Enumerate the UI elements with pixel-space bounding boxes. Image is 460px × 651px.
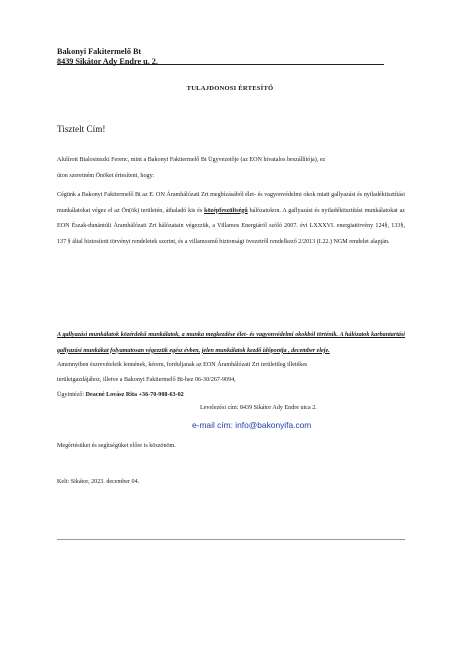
notice-text-part-2: , december eleje. xyxy=(286,347,330,354)
case-officer-label: Ügyintéző: xyxy=(57,392,86,398)
notice-text-part-1: A gallyazási munkálatok közérdekű munkálatok, a munka megkezdése élet- és vagyonvédelmi okokból történik. A hálózatok karbantartási gallyazási munkákat folyamatosan végezzük egész évben, jelen munkálatok kezdő időpontja xyxy=(57,332,405,354)
header-underline xyxy=(57,64,384,65)
intro-line-2: úton szeretném Önöket értesíteni, hogy: xyxy=(57,173,155,179)
date-line: Kelt: Sikátor, 2023. december 04. xyxy=(57,479,140,485)
contact-line-1: Amennyiben észrevételeik lennének, kérem, forduljanak az EON Áramhálózati Zrt területileg illetékes xyxy=(57,362,308,368)
company-address: 8439 Sikátor Ady Endre u. 2. xyxy=(57,57,158,66)
body-paragraph xyxy=(57,188,405,250)
body-highlight: középfeszültségű xyxy=(204,207,248,214)
email-link[interactable]: e-mail cím: info@bakonyifa.com xyxy=(192,420,312,430)
mailing-address: Levelezési cím: 8439 Sikátor Ady Endre utca 2. xyxy=(200,405,317,411)
body-text-part-2: hálózatokon. A gallyazási és nyiladéktisztítási munkálatokat az EON Észak-dunántúli Áramhálózati Zrt hálózatain végezzük, a Villamos Energiáról szóló 2007. évi LXXXVI. energiatörvény 124§, 133§, 137 § által biztosított törvényi rendeletek szerint, és a villamosmű biztonsági övezetről rendelkező 2/2013 (I.22.) NGM rendelet alapján. xyxy=(57,207,405,245)
contact-line-2: területgazdájához, illetve a Bakonyi Fakitermelő Bt-hez 06-30/267-9094, xyxy=(57,377,236,383)
notice-paragraph xyxy=(57,328,405,359)
company-name: Bakonyi Fakitermelő Bt xyxy=(57,47,142,56)
intro-line-1: Alulírott Bialosinszki Ferenc, mint a Bakonyi Fakitermelő Bt Ügyvezetője (az EON hivatalos beszállítója), ez xyxy=(57,157,326,163)
footer-divider xyxy=(57,539,405,540)
thanks-line: Megértésüket és segítségüket előre is köszönöm. xyxy=(57,443,176,449)
greeting: Tisztelt Cím! xyxy=(57,124,106,134)
document-title: TULAJDONOSI ÉRTESÍTŐ xyxy=(186,85,274,92)
case-officer xyxy=(57,391,405,399)
case-officer-name-phone: Deacné Lovász Rita +36-70-908-63-02 xyxy=(85,392,184,398)
body-text-part-1: Cégünk a Bakonyi Fakitermelő Bt az E. ON Áramhálózati Zrt megbízásából élet- és vagyonvédelmi okok miatt gallyazási és nyiladéktisztítási munkálatokat végez el az Ön(ök) területén, áthaladó kis és xyxy=(57,192,405,214)
